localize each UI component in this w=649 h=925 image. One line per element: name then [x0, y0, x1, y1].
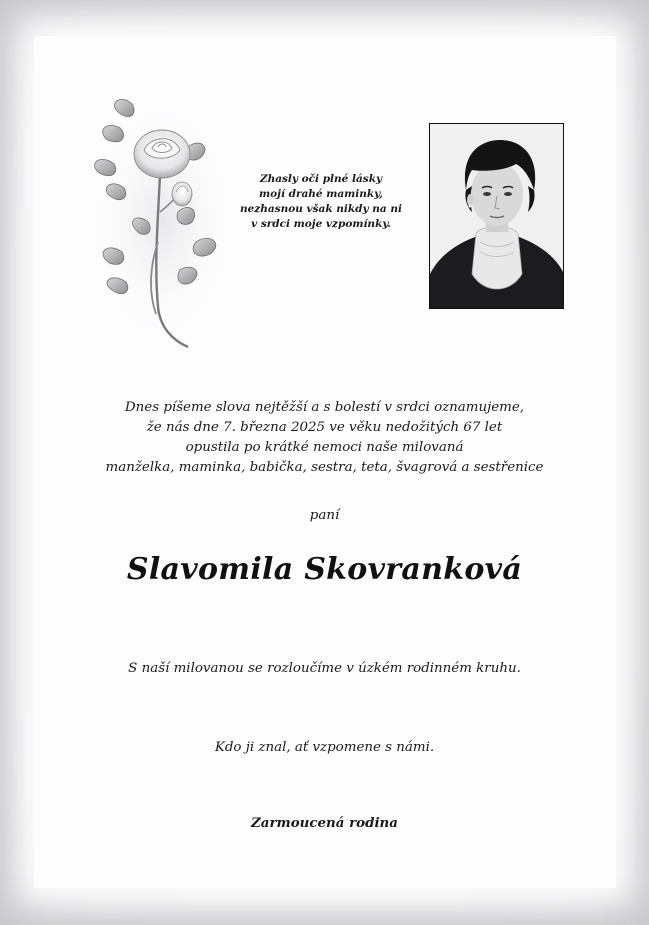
- memorial-verse: [238, 172, 404, 232]
- portrait-photo: [429, 123, 564, 309]
- portrait-icon: [430, 124, 563, 308]
- honorific: paní: [309, 508, 340, 523]
- farewell-notice: S naší milovanou se rozloučíme v úzkém rodinném kruhu.: [128, 661, 521, 676]
- remembrance-line: Kdo ji znal, ať vzpomene s námi.: [214, 740, 435, 755]
- verse-line: Zhasly oči plné lásky: [259, 173, 383, 185]
- announcement-text: [60, 398, 589, 478]
- signature: Zarmoucená rodina: [251, 815, 398, 831]
- announcement-line: opustila po krátké nemoci naše milovaná: [185, 440, 464, 455]
- announcement-line: že nás dne 7. března 2025 ve věku nedožitých 67 let: [146, 420, 503, 435]
- verse-line: mojí drahé maminky,: [259, 188, 383, 200]
- verse-line: nezhasnou však nikdy na ni: [239, 203, 402, 215]
- deceased-name: Slavomila Skovranková: [126, 552, 523, 587]
- announcement-line: manželka, maminka, babička, sestra, teta, švagrová a sestřenice: [105, 460, 544, 475]
- rose-illustration-icon: [88, 92, 238, 352]
- verse-line: v srdci moje vzpomínky.: [251, 218, 391, 230]
- announcement-line: Dnes píšeme slova nejtěžší a s bolestí v srdci oznamujeme,: [124, 400, 525, 415]
